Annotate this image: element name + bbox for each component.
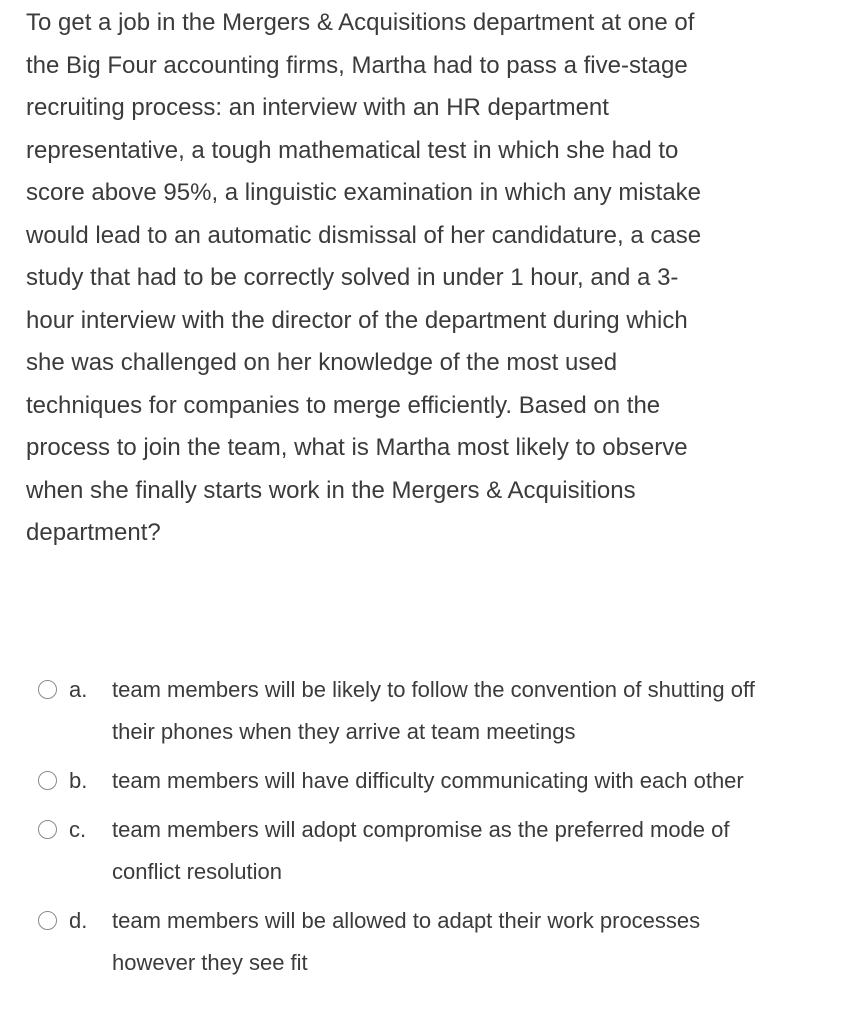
option-b[interactable] xyxy=(38,760,818,802)
option-b-text: team members will have difficulty communicating with each other xyxy=(112,768,744,793)
option-c-text: team members will adopt compromise as the preferred mode of conflict resolution xyxy=(112,817,730,884)
option-b-letter: b. xyxy=(69,768,88,793)
option-d[interactable] xyxy=(38,900,818,984)
option-b-radio[interactable] xyxy=(38,771,57,790)
answer-options xyxy=(38,669,818,991)
option-a-radio[interactable] xyxy=(38,680,57,699)
option-d-text: team members will be allowed to adapt their work processes however they see fit xyxy=(112,908,701,975)
option-d-radio[interactable] xyxy=(38,911,57,930)
option-a[interactable] xyxy=(38,669,818,753)
option-d-letter: d. xyxy=(69,908,88,933)
option-c[interactable] xyxy=(38,809,818,893)
option-a-text: team members will be likely to follow the convention of shutting off their phones when they arrive at team meetings xyxy=(112,677,755,744)
question-text: To get a job in the Mergers & Acquisitions department at one of the Big Four accounting firms, Martha had to pass a five-stage recruiting process: an interview with an HR department representative, a tough mathematical test in which she had to score above 95%, a linguistic examination in which any mistake would lead to an automatic dismissal of her candidature, a case study that had to be correctly solved in under 1 hour, and a 3-hour interview with the director of the department during which she was challenged on her knowledge of the most used techniques for companies to merge efficiently. Based on the process to join the team, what is Martha most likely to observe when she finally starts work in the Mergers & Acquisitions department? xyxy=(26,9,702,546)
option-c-letter: c. xyxy=(69,817,87,842)
option-a-letter: a. xyxy=(69,677,88,702)
option-c-radio[interactable] xyxy=(38,820,57,839)
